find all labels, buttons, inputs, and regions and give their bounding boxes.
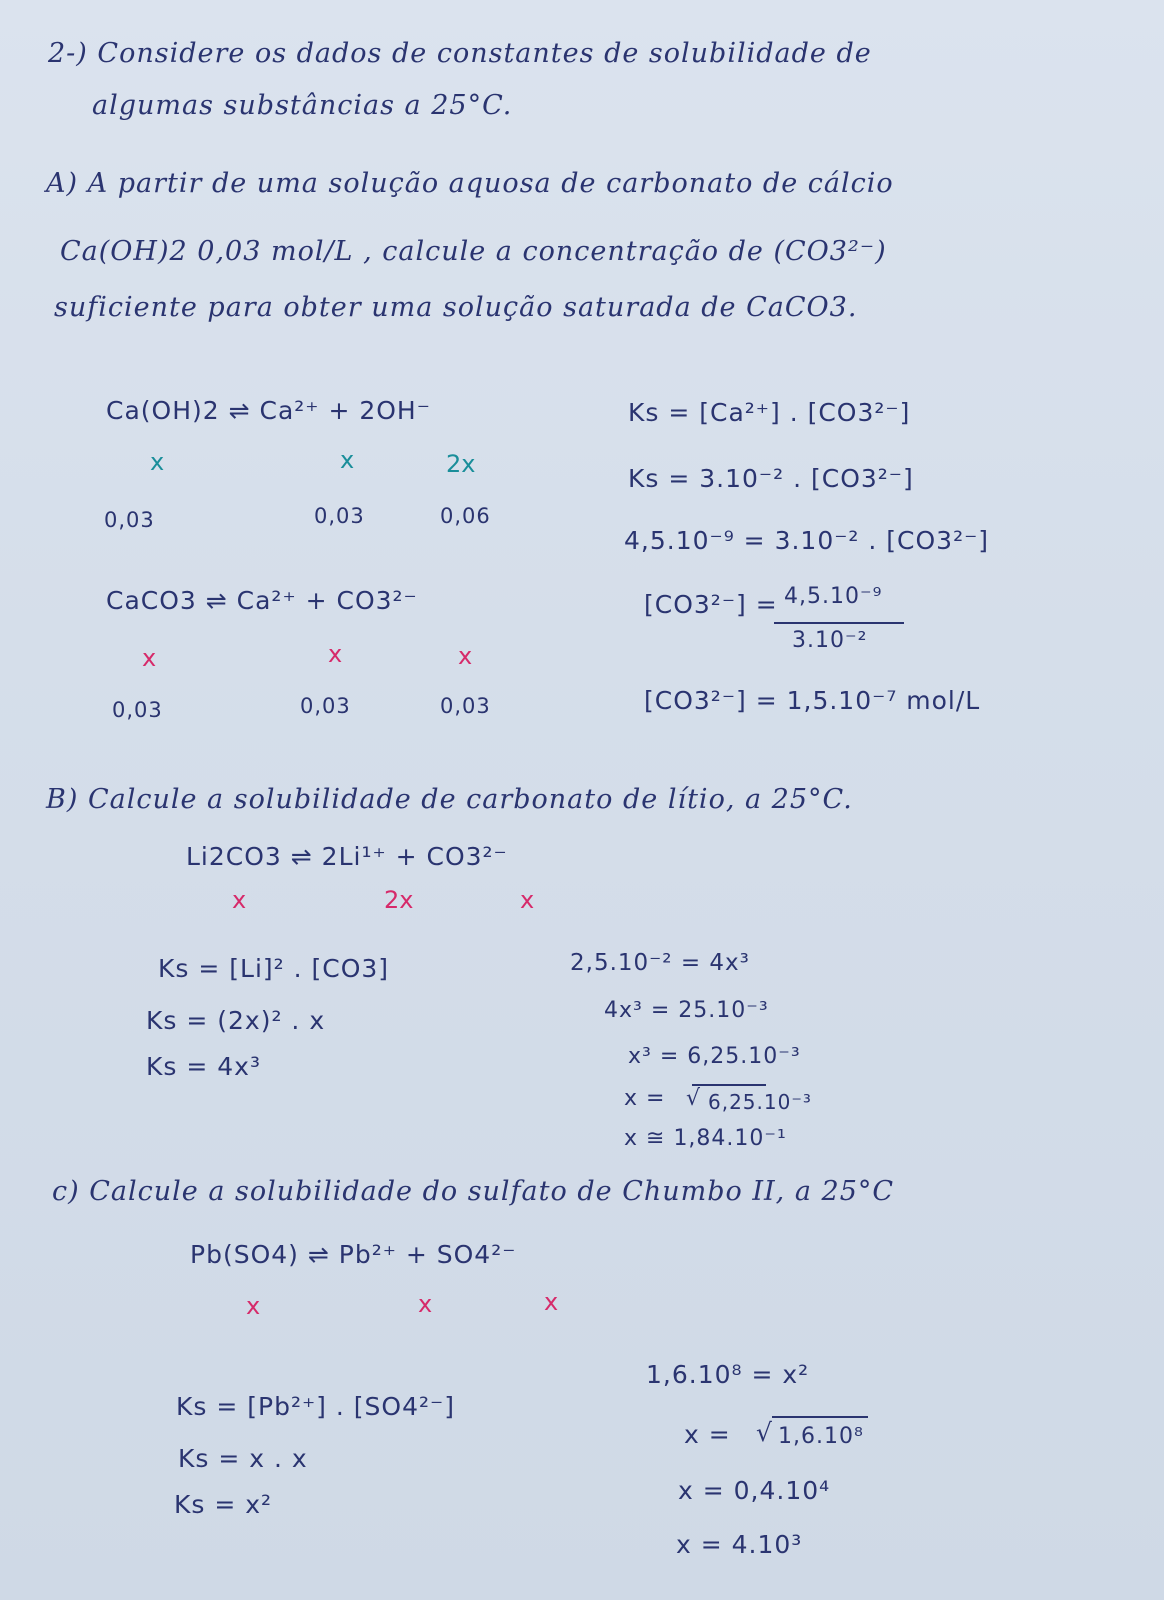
radical-sign-2: √ [756,1418,773,1447]
part-b-ks-3: Ks = 4x³ [146,1052,261,1081]
part-b-result-5: x ≅ 1,84.10⁻¹ [624,1126,787,1151]
part-a-equation-2: CaCO3 ⇌ Ca²⁺ + CO3²⁻ [106,586,418,615]
part-c-result-2-root: 1,6.10⁸ [778,1424,864,1449]
part-b-result-4-root: 6,25.10⁻³ [708,1090,812,1114]
part-a-eq1-x-1: x [150,448,165,476]
fraction-bar [774,622,904,624]
part-c-result-2-left: x = [684,1420,731,1449]
part-b-x-3: x [520,886,535,914]
question-line-1: 2-) Considere os dados de constantes de solubilidade de [48,38,872,69]
part-c-result-3: x = 0,4.10⁴ [678,1476,831,1505]
part-c-ks-2: Ks = x . x [178,1444,308,1473]
part-a-ks-1: Ks = [Ca²⁺] . [CO3²⁻] [628,398,911,427]
part-a-eq1-x-3: 2x [446,450,476,478]
part-a-ks-5: [CO3²⁻] = 1,5.10⁻⁷ mol/L [644,686,981,715]
part-b-result-4-left: x = [624,1086,666,1111]
part-b-ks-1: Ks = [Li]² . [CO3] [158,954,390,983]
part-b-result-3: x³ = 6,25.10⁻³ [628,1044,801,1069]
part-a-eq1-val-2: 0,03 [314,504,365,528]
part-c-x-2: x [418,1290,433,1318]
part-b-equation: Li2CO3 ⇌ 2Li¹⁺ + CO3²⁻ [186,842,508,871]
cube-root-symbol [692,1084,766,1086]
part-a-line-3: suficiente para obter uma solução saturada de CaCO3. [54,292,858,323]
part-a-eq2-val-1: 0,03 [112,698,163,722]
part-b-ks-2: Ks = (2x)² . x [146,1006,326,1035]
radical-sign: √ [686,1086,702,1111]
part-a-ks-4-denominator: 3.10⁻² [792,628,868,653]
part-a-eq2-val-2: 0,03 [300,694,351,718]
question-line-2: algumas substâncias a 25°C. [92,90,513,121]
part-b-x-1: x [232,886,247,914]
part-c-result-4: x = 4.10³ [676,1530,803,1559]
part-a-eq1-x-2: x [340,446,355,474]
part-a-eq1-val-1: 0,03 [104,508,155,532]
part-a-eq2-val-3: 0,03 [440,694,491,718]
part-b-result-1: 2,5.10⁻² = 4x³ [570,950,750,976]
part-b-result-2: 4x³ = 25.10⁻³ [604,998,769,1023]
part-a-ks-4-left: [CO3²⁻] = [644,590,778,619]
part-c-ks-1: Ks = [Pb²⁺] . [SO4²⁻] [176,1392,455,1421]
part-a-ks-4-numerator: 4,5.10⁻⁹ [784,584,883,609]
part-c-x-1: x [246,1292,261,1320]
part-c-ks-3: Ks = x² [174,1490,273,1519]
part-c-equation: Pb(SO4) ⇌ Pb²⁺ + SO4²⁻ [190,1240,517,1269]
part-a-equation-1: Ca(OH)2 ⇌ Ca²⁺ + 2OH⁻ [106,396,431,425]
part-a-ks-2: Ks = 3.10⁻² . [CO3²⁻] [628,464,914,493]
part-a-eq2-x-1: x [142,644,157,672]
part-a-line-2: Ca(OH)2 0,03 mol/L , calcule a concentração de (CO3²⁻) [60,236,887,267]
part-a-eq2-x-3: x [458,642,473,670]
part-a-line-1: A) A partir de uma solução aquosa de carbonato de cálcio [46,168,894,199]
part-c-x-3: x [544,1288,559,1316]
part-b-line-1: B) Calcule a solubilidade de carbonato de lítio, a 25°C. [46,784,853,815]
part-c-result-1: 1,6.10⁸ = x² [646,1360,810,1389]
square-root-symbol [772,1416,868,1418]
part-a-ks-3: 4,5.10⁻⁹ = 3.10⁻² . [CO3²⁻] [624,526,990,555]
part-a-eq2-x-2: x [328,640,343,668]
part-c-line-1: c) Calcule a solubilidade do sulfato de Chumbo II, a 25°C [52,1176,895,1207]
part-b-x-2: 2x [384,886,414,914]
part-a-eq1-val-3: 0,06 [440,504,491,528]
